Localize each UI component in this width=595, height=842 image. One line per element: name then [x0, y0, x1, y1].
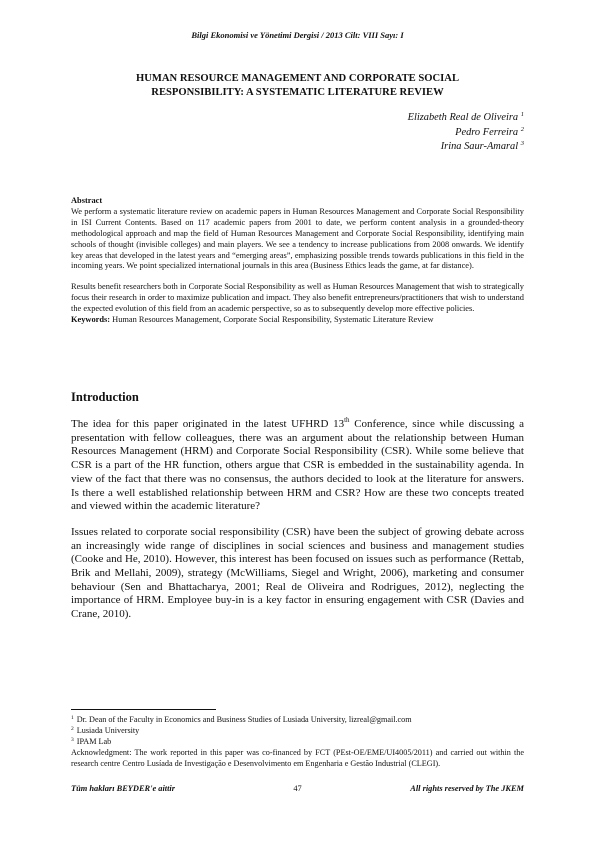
keywords-label: Keywords: [71, 315, 111, 325]
paper-title [70, 72, 525, 100]
footnote [71, 736, 524, 747]
footnote-mark: 3 [71, 737, 74, 743]
footer-copyright-tr: Tüm hakları BEYDER'e aittir [71, 784, 176, 793]
author-footnote-mark: 3 [520, 140, 524, 147]
page-number: 47 [293, 784, 302, 793]
introduction-body [71, 418, 524, 622]
ordinal-superscript: th [344, 416, 350, 424]
body-paragraph: Issues related to corporate social responsibility (CSR) have been the subject of growing debate across an increasingly wide range of disciplines in social sciences and business and management studies (Cooke and He, 2010). However, this interest has been focused on issues such as performance (Rettab, Brik and Mellahi, 2009), strategy (McWilliams, Siegel and Wright, 2006), marketing and consumer behaviour (Sen and Bhattacharya, 2001; Real de Oliveira and Rodrigues, 2012), neglecting the importance of HRM. Employee buy-in is a key factor in ensuring engagement with CSR (Davies and Crane, 2010). [71, 525, 524, 621]
author-list [408, 111, 524, 155]
footnote-mark: 2 [71, 726, 74, 732]
abstract-heading: Abstract [71, 196, 103, 205]
footnote [71, 725, 524, 736]
footnote-text: IPAM Lab [76, 737, 112, 746]
abstract-section [71, 196, 524, 326]
body-paragraph [71, 418, 524, 514]
body-text-run: Conference, since while discussing a presentation with fellow colleagues, there was an argument about the relationship between Human Resources Management (HRM) and Corporate Social Responsibility (CSR). While some believe that CSR is a part of the HR function, others argue that CSR is embedded in the sustainability agenda. In view of the fact that there was no consensus, the authors decided to look at the literature for answers. Is there a well established relationship between HRM and CSR? How are these two concepts treated and viewed within the academic literature? [71, 418, 524, 513]
keywords-text: Human Resources Management, Corporate Social Responsibility, Systematic Literature Review [110, 315, 434, 325]
abstract-paragraph: We perform a systematic literature review on academic papers in Human Resources Management and Corporate Social Responsibility in ISI Current Contents. Based on 117 academic papers from 2001 to date, we perform content analysis in a grounded-theory methodological approach and map the field of Human Resources Management and Corporate Social Responsibility, identifying main schools of thought (invisible colleges) and main players. We see a tendency to increase publications from 2008 onwards. We identify key areas that developed in the latest years and “emerging areas”, emphasizing possible trends towards publications in this field in the incoming years. We point specialized international journals in this area (Business Ethics leads the game, at far distance). [71, 206, 524, 271]
footnote-divider [71, 709, 216, 710]
footnote-text: Lusiada University [76, 726, 140, 735]
author-name: Irina Saur-Amaral [440, 141, 519, 152]
title-line-2: RESPONSIBILITY: A SYSTEMATIC LITERATURE REVIEW [151, 87, 444, 98]
acknowledgment: Acknowledgment: The work reported in this paper was co-financed by FCT (PEst-OE/EME/UI4005/2011) and carried out within the research centre Centro Lusíada de Investigação e Desenvolvimento em Engenharia e Gestão Industrial (CLEGI). [71, 748, 524, 768]
keywords [71, 315, 524, 326]
body-text-run: The idea for this paper originated in the latest UFHRD 13 [71, 418, 345, 430]
footnote-mark: 1 [71, 715, 74, 721]
title-line-1: HUMAN RESOURCE MANAGEMENT AND CORPORATE SOCIAL [135, 73, 460, 84]
author-footnote-mark: 2 [520, 125, 524, 133]
footnote [71, 714, 524, 725]
abstract-paragraph: Results benefit researchers both in Corporate Social Responsibility as well as Human Resources Management that wish to strategically focus their research in order to maximize publication and impact. They also benefit entrepreneurs/practitioners that wish to understand the expected evolution of this field from an academic perspective, so as to subsequently develop more effective policies. [71, 282, 524, 314]
section-heading-introduction: Introduction [71, 390, 139, 404]
footnote-text: Dr. Dean of the Faculty in Economics and Business Studies of Lusiada University, lizreal@gmail.com [76, 715, 412, 724]
author-name: Elizabeth Real de Oliveira [407, 112, 519, 123]
author-footnote-mark: 1 [520, 111, 524, 118]
author-name: Pedro Ferreira [455, 126, 519, 138]
author [408, 126, 524, 141]
footer-copyright-en: All rights reserved by The JKEM [410, 784, 524, 793]
footnotes [71, 714, 524, 769]
author [408, 140, 524, 155]
running-header: Bilgi Ekonomisi ve Yönetimi Dergisi / 2013 Cilt: VIII Sayı: I [191, 30, 404, 40]
author [408, 111, 524, 126]
